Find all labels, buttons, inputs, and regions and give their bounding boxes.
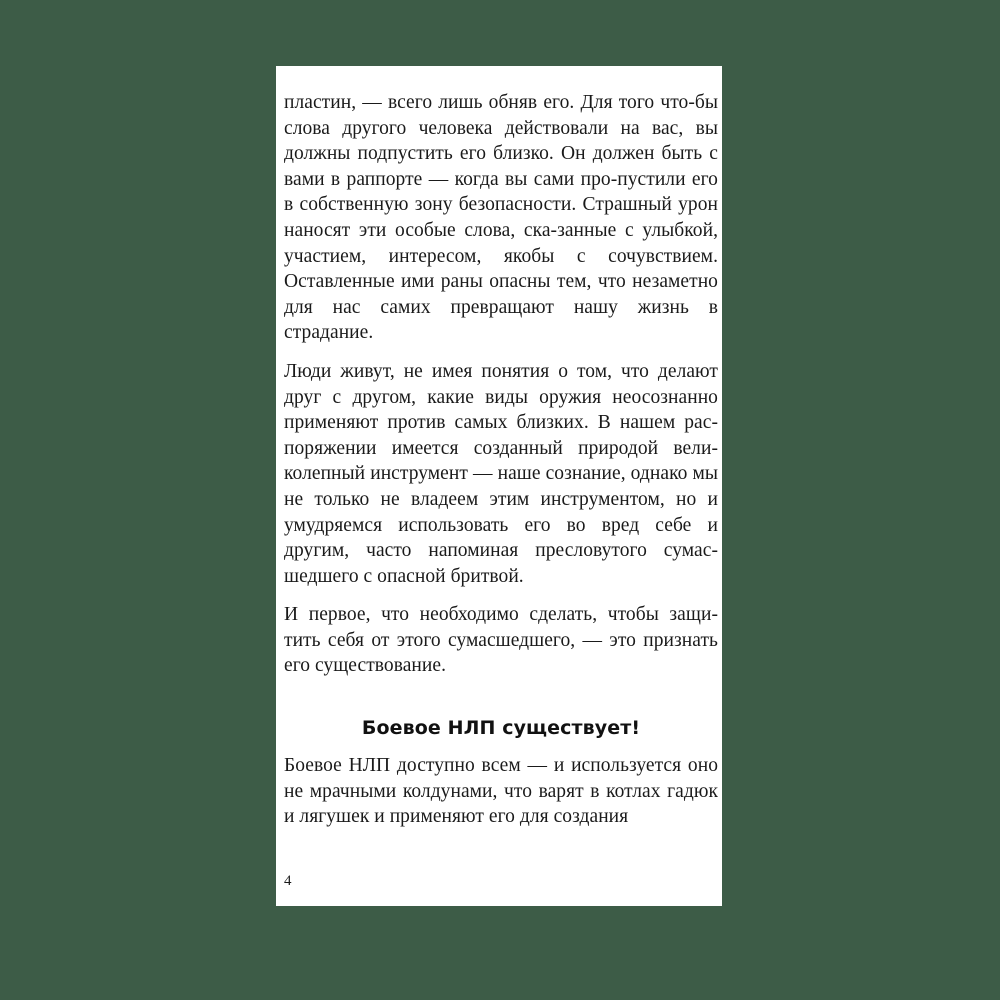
paragraph: пластин, — всего лишь обняв его. Для того что-бы слова другого человека действовали на вас, вы должны подпустить его близко. Он должен быть с вами в раппорте — когда вы сами про-пустили его в собственную зону безопасности. Страшный урон наносят эти особые слова, ска-занные с улыбкой, участием, интересом, якобы с сочувствием. Оставленные ими раны опасны тем, что незаметно для нас самих превращают нашу жизнь в страдание.: [284, 92, 718, 344]
paragraph: Люди живут, не имея понятия о том, что делают друг с другом, какие виды оружия неосознанно применяют против самых близких. В нашем рас-поряжении имеется созданный природой вели-колепный инструмент — наше сознание, однако мы не только не владеем этим инструментом, но и умудряемся использовать его во вред себе и другим, часто напоминая пресловутого сумас-шедшего с опасной бритвой.: [284, 360, 718, 587]
page-number: 4: [284, 873, 292, 889]
page-text-block: [284, 90, 724, 843]
paragraph: Боевое НЛП доступно всем — и используется оно не мрачными колдунами, что варят в котлах гадюк и лягушек и применяют его для создания: [284, 755, 718, 828]
section-heading: Боевое НЛП существует!: [361, 717, 641, 740]
document-page: [276, 66, 722, 906]
paragraph: И первое, что необходимо сделать, чтобы защи-тить себя от этого сумасшедшего, — это признать его существование.: [284, 604, 718, 677]
